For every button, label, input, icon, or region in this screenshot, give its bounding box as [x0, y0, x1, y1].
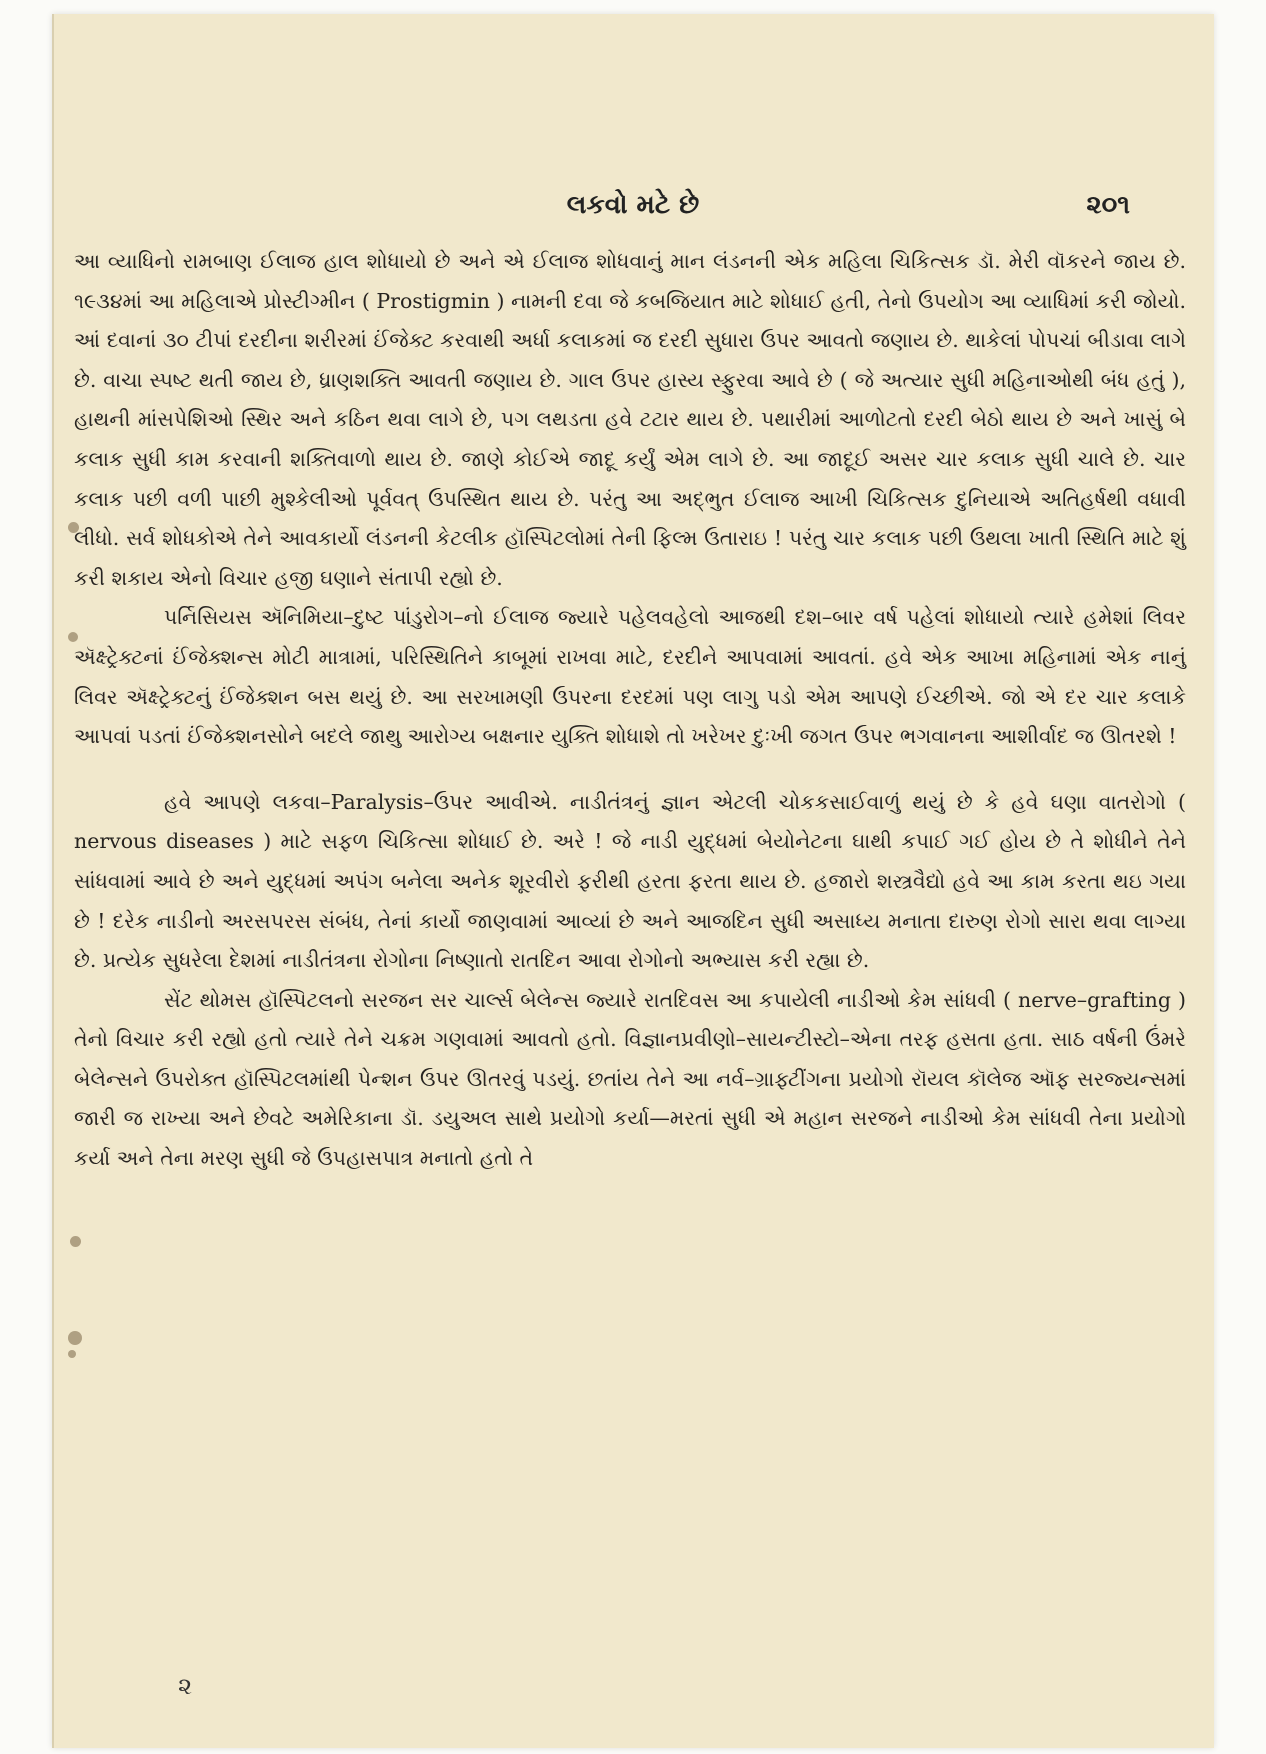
paragraph: હવે આપણે લકવા–Paralysis–ઉપર આવીએ. નાડીતંત્રનું જ્ઞાન એટલી ચોકકસાઈવાળું થયું છે કે હવે ઘણા વાતરોગો ( nervous diseases ) માટે સફળ ચિકિત્સા શોધાઈ છે. અરે ! જે નાડી યુદ્ધમાં બેયોનેટના ઘાથી કપાઈ ગઈ હોય છે તે શોધીને તેને સાંધવામાં આવે છે અને યુદ્ધમાં અપંગ બનેલા અનેક શૂરવીરો ફરીથી હરતા ફરતા થાય છે. હજારો શસ્ત્રવૈદ્યો હવે આ કામ કરતા થઇ ગયા છે ! દરેક નાડીનો અરસપરસ સંબંધ, તેનાં કાર્યો જાણવામાં આવ્યાં છે અને આજદિન સુધી અસાધ્ય મનાતા દારુણ રોગો સારા થવા લાગ્યા છે. પ્રત્યેક સુધરેલા દેશમાં નાડીતંત્રના રોગોના નિષ્ણાતો રાતદિન આવા રોગોનો અભ્યાસ કરી રહ્યા છે.	[74, 789, 1186, 973]
running-title: લકવો મટે છે	[566, 190, 700, 220]
stain-mark	[70, 1236, 81, 1247]
page-edge	[52, 14, 54, 1748]
page-header	[52, 190, 1214, 234]
paragraph: આ વ્યાધિનો રામબાણ ઈલાજ હાલ શોધાયો છે અને એ ઈલાજ શોધવાનું માન લંડનની એક મહિલા ચિકિત્સક ડૉ. મેરી વૉકરને જાય છે. ૧૯૩૪માં આ મહિલાએ પ્રોસ્ટીગ્મીન ( Prostigmin ) નામની દવા જે કબજિયાત માટે શોધાઈ હતી, તેનો ઉપયોગ આ વ્યાધિમાં કરી જોયો. આં દવાનાં ૩૦ ટીપાં દરદીના શરીરમાં ઈંજેક્ટ કરવાથી અર્ધા કલાકમાં જ દરદી સુધારા ઉપર આવતો જણાય છે. થાકેલાં પોપચાં બીડાવા લાગે છે. વાચા સ્પષ્ટ થતી જાય છે, ધ્રાણશક્તિ આવતી જણાય છે. ગાલ ઉપર હાસ્ય સ્ફુરવા આવે છે ( જે અત્યાર સુધી મહિનાઓથી બંધ હતું ), હાથની માંસપેશિઓ સ્થિર અને કઠિન થવા લાગે છે, પગ લથડતા હવે ટટાર થાય છે. પથારીમાં આળોટતો દરદી બેઠો થાય છે અને ખાસું બે કલાક સુધી કામ કરવાની શક્તિવાળો થાય છે. જાણે કોઈએ જાદૂ કર્યું એમ લાગે છે. આ જાદૂઈ અસર ચાર કલાક સુધી ચાલે છે. ચાર કલાક પછી વળી પાછી મુશ્કેલીઓ પૂર્વવત્ ઉપસ્થિત થાય છે. પરંતુ આ અદ્ભુત ઈલાજ આખી ચિકિત્સક દુનિયાએ અતિહર્ષથી વધાવી લીધો. સર્વ શોધકોએ તેને આવકાર્યો લંડનની કેટલીક હૉસ્પિટલોમાં તેની ફિલ્મ ઉતારાઇ ! પરંતુ ચાર કલાક પછી ઉથલા ખાતી સ્થિતિ માટે શું કરી શકાય એનો વિચાર હજી ઘણાને સંતાપી રહ્યો છે.	[74, 249, 1186, 590]
body-text	[74, 242, 1186, 1179]
signature-mark: ૨	[178, 1672, 193, 1700]
paragraph: પર્નિસિયસ ઍનિમિયા–દુષ્ટ પાંડુરોગ–નો ઈલાજ જ્યારે પહેલવહેલો આજથી દશ–બાર વર્ષ પહેલાં શોધાયો ત્યારે હમેશાં લિવર ઍક્ષ્ટ્રેક્ટનાં ઈંજેક્શન્સ મોટી માત્રામાં, પરિસ્થિતિને કાબૂમાં રાખવા માટે, દરદીને આપવામાં આવતાં. હવે એક આખા મહિનામાં એક નાનું લિવર ઍક્ષ્ટ્રેક્ટનું ઈંજેક્શન બસ થયું છે. આ સરખામણી ઉપરના દરદમાં પણ લાગુ પડો એમ આપણે ઈચ્છીએ. જો એ દર ચાર કલાકે આપવાં પડતાં ઈંજેક્શનસોને બદલે જાથુ આરોગ્ય બક્ષનાર યુક્તિ શોધાશે તો ખરેખર દુઃખી જગત ઉપર ભગવાનના આશીર્વાદ જ ઊતરશે !	[74, 605, 1186, 749]
stain-mark	[68, 1350, 76, 1358]
stain-mark	[68, 1331, 82, 1345]
page-number: ૨૦૧	[1086, 190, 1130, 220]
paragraph: સેંટ થોમસ હૉસ્પિટલનો સરજન સર ચાર્લ્સ બેલેન્સ જ્યારે રાતદિવસ આ કપાયેલી નાડીઓ કેમ સાંધવી ( nerve–grafting ) તેનો વિચાર કરી રહ્યો હતો ત્યારે તેને ચક્રમ ગણવામાં આવતો હતો. વિજ્ઞાનપ્રવીણો–સાયન્ટીસ્ટો–એના તરફ હસતા હતા. સાઠ વર્ષની ઉંમરે બેલેન્સને ઉપરોક્ત હૉસ્પિટલમાંથી પેન્શન ઉપર ઊતરવું પડયું. છતાંય તેને આ નર્વ–ગ્રાફ્ટીંગના પ્રયોગો રૉયલ કૉલેજ ઑફ સરજ્યન્સમાં જારી જ રાખ્યા અને છેવટે અમેરિકાના ડૉ. ડયુઅલ સાથે પ્રયોગો કર્યા—મરતાં સુધી એ મહાન સરજને નાડીઓ કેમ સાંધવી તેના પ્રયોગો કર્યા અને તેના મરણ સુધી જે ઉપહાસપાત્ર મનાતો હતો તે	[74, 987, 1186, 1171]
